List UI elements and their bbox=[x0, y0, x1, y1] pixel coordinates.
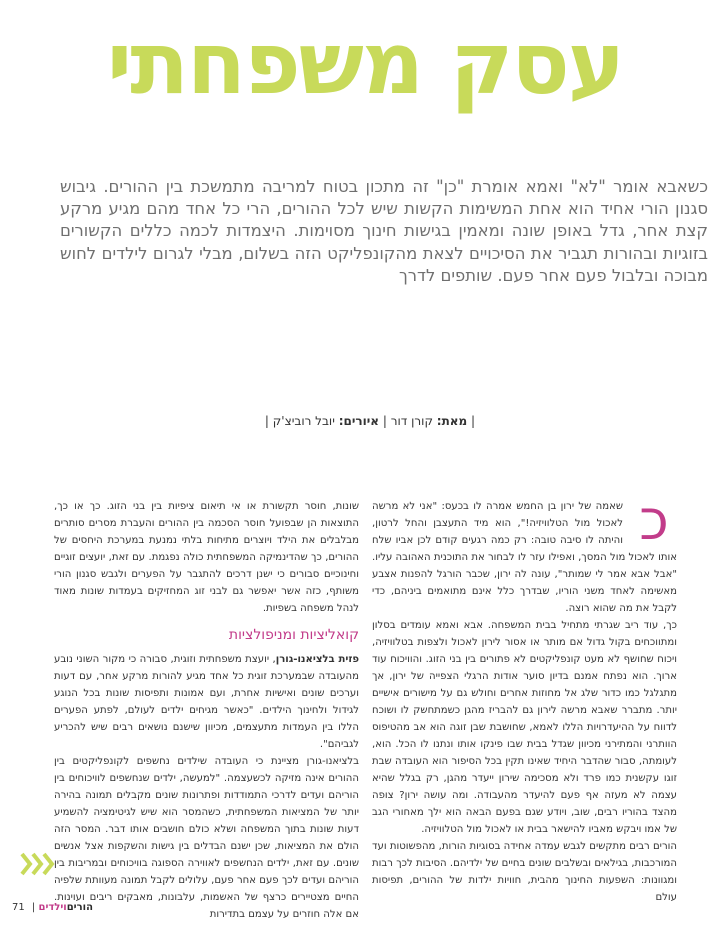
illustrator-name: יובל רוביצ'ק bbox=[272, 414, 335, 428]
article-paragraph: שאמה של ירון בן החמש אמרה לו בכעס: "אני לא מרשה לאכול מול הטלוויזיה!", הוא מיד התעצבן והחל לרטון, והיתה לו סיבה טובה: רק כמה רגעים קודם לכן אביו שלח אותו לאכול מול המסך, ואפילו עזר לו לבחור את התוכנית האהובה עליו. "אבל אבא אמר לי שמותר", עונה לה ירון, שכבר הורגל להפנות אצבע מאשימה לאחד משני הוריו, שבדרך כלל אינם מתואמים ביניהם, כדי לקבל את מה שהוא רוצה. bbox=[372, 501, 677, 614]
article-paragraph bbox=[54, 651, 359, 753]
article-column-right bbox=[372, 488, 677, 906]
magazine-name bbox=[38, 902, 92, 913]
article-column-left bbox=[54, 498, 359, 923]
separator: | bbox=[382, 414, 387, 428]
article-paragraph: הורים רבים מתקשים לגבש עמדה אחידה בסוגיות הורות, מהפשוטות ועד המורכבות, בגילאים ובשלבים שונים בחיים של ילדיהם. הסיבות לכך רבות ומגוונות: השפעות החינוך מהבית, חוויות ילדות של ההורים, תפיסות עולם bbox=[372, 841, 677, 903]
article-paragraph: שונות, חוסר תקשורת או אי תיאום ציפיות בין בני הזוג. כך או כך, התוצאות הן שבפועל חוסר הסכמה בין ההורים והעברת מסרים סותרים מבלבלים את הילד ויוצרים מתיחות בלתי נמנעת במערכת היחסים של ההורים, כך שהדינמיקה המשפחתית כולה נפגמת. עם זאת, יועצים זוגיים וחינוכיים סבורים כי ישנן דרכים להתגבר על הפערים ולגבש סגנון הורי משותף, כזה אשר יאפשר גם לבני זוג המחזיקים בעמדות שונות מאוד לנהל משפחה בשפיות. bbox=[54, 501, 359, 614]
page-number: 71 bbox=[12, 902, 25, 913]
article-paragraph: כך, עוד ריב שגרתי מתחיל בבית המשפחה. אבא ואמא עומדים בסלון ומתווכחים בקול גדול אם מותר או אסור לירון לאכול ולצפות בטלוויזיה, ויכוח שחושף לא מעט קונפליקטים לא פתורים בין בני הזוג. והוויכוח עוד ארוך. הוא נפתח אמנם בדיון סוער אודות הרגלי הצפייה של ירון, אך מתגלגל כמו כדור שלג אל מחוזות אחרים וחולש גם על מישורים אישיים יותר. מתברר שאבא מרשה לירון גם להבריז מהגן כשמתחשק לו ושוכח לדווח על ההיעדרויות הללו לאמא, שחושבת שבן זוגה הוא אב מהטיפוס הוותרני והמתירני מכיוון שגדל בבית שבו פינקו אותו ונתנו לו הכל. הוא, לעומתה, סבור שהדבר היחיד שאינו תקין בכל הסיפור הוא העובדה שבת זוגו עקשנית כמו פרד ולא מסכימה שירון ייעדר מהגן, רק בגלל שהיא עצמה לא מעזה אף פעם להיעדר מהעבודה. ומה עושה ירון? צופה מהצד בהוריו רבים, שוב, ויודע שגם בפעם הבאה הוא ילך מאחורי הגב של אמו ויבקש מאביו להישאר בבית או לאכול מול הטלוויזיה. bbox=[372, 620, 677, 835]
page-title: עסק משפחתי bbox=[106, 14, 624, 114]
author-label: מאת: bbox=[436, 414, 468, 428]
drop-cap: כ bbox=[639, 488, 669, 553]
section-subheading: קואליציות ומניפולציות bbox=[228, 627, 359, 643]
separator: | bbox=[31, 902, 36, 913]
separator: | bbox=[264, 414, 269, 428]
article-paragraph: בלציאנו-גורן מציינת כי העובדה שילדים נחשפים לקונפליקטים בין ההורים אינה מזיקה לכשעצמה. "למעשה, ילדים שנחשפים לוויכוחים בין הוריהם ועדים לדרכי התמודדות ופתרונות שונים מקבלים תמונה בהירה יותר של המציאות המשפחתית, כשהמסר הוא שיש לגיטימציה להשמיע דעות שונות בתוך המשפחה ושלא כולם חושבים אותו דבר. המסר הזה הולם את המציאות, שכן ישנם הבדלים בין גישות והשקפות אצל אנשים שונים. עם זאת, ילדים הנחשפים לאווירה הספוגה בוויכוחים ובמריבות בין הוריהם ועדים לכך פעם אחר פעם, עלולים לקבל תמונה מעוותת שלפיה החיים מצטיירים כרצף של האשמות, עלבונות, מאבקים ריבים ועוינות. אם אלה חוזרים על עצמם בתדירות bbox=[54, 756, 359, 920]
chevrons-icon bbox=[14, 851, 58, 877]
article-text: , יועצת משפחתית וזוגית, סבורה כי מקור השוני נובע מהעובדה שבמערכת זוגית כל אחד מגיע להורות מרקע אחר, עם דעות וערכים שונים ואישיות אחרת, ועם אמונות ותפיסות שונות בכל הנוגע לגידול ולחינוך הילדים. "כאשר מגיחים ילדים לעולם, לפתע הפערים הללו בין העמדות מתעצמים, מכיוון שישנם נושאים רבים שיש להכריע לגביהם". bbox=[54, 654, 359, 750]
illustrator-label: איורים: bbox=[338, 414, 380, 428]
magazine-name-part1: הורים bbox=[66, 902, 93, 913]
credits bbox=[250, 414, 490, 428]
author-name: קורן דור bbox=[390, 414, 433, 428]
separator: | bbox=[471, 414, 476, 428]
expert-name: פזית בלציאנו-גורן bbox=[275, 654, 359, 665]
magazine-name-part2: וילדים bbox=[38, 902, 67, 913]
intro-paragraph: כשאבא אומר "לא" ואמא אומרת "כן" זה מתכון בטוח למריבה מתמשכת בין ההורים. גיבוש סגנון הורי אחיד הוא אחת המשימות הקשות שיש לכל ההורים, הרי כל אחד מהם מגיע מרקע קצת אחר, גדל באופן שונה ומאמין בגישות חינוך מסוימות. היצמדות לכמה כללים הקשורים בזוגיות ובהורות תגביר את הסיכויים לצאת מהקונפליקט הזה בשלום, מבלי לגרום לילדים לחוש מבוכה ובלבול פעם אחר פעם. שותפים לדרך bbox=[60, 177, 708, 285]
page-footer bbox=[12, 902, 93, 913]
